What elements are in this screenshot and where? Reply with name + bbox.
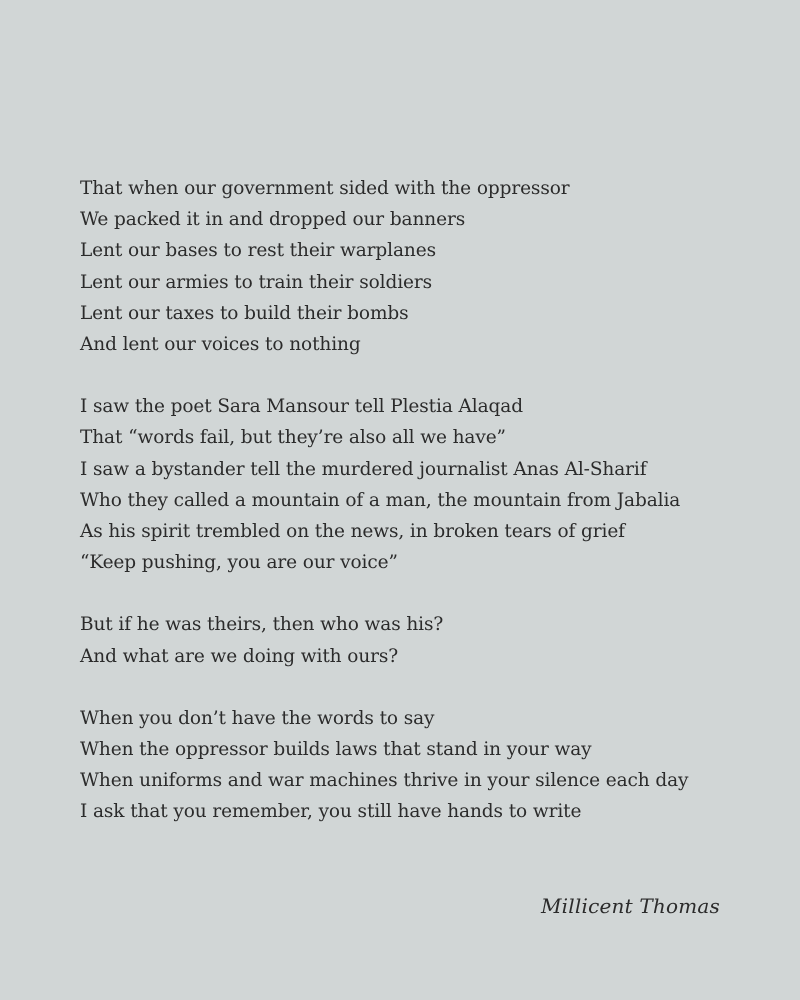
stanza-1	[80, 173, 740, 360]
poem-line: I saw the poet Sara Mansour tell Plestia Alaqad	[80, 396, 523, 418]
poem-line: I ask that you remember, you still have hands to write	[80, 801, 582, 823]
poem-line: Who they called a mountain of a man, the mountain from Jabalia	[80, 489, 681, 511]
poem-line: Lent our taxes to build their bombs	[80, 302, 409, 324]
poem-line: But if he was theirs, then who was his?	[80, 614, 444, 636]
poem-line: That “words fail, but they’re also all we have”	[80, 427, 506, 449]
poem-line: “Keep pushing, you are our voice”	[80, 552, 398, 574]
poem-line: And lent our voices to nothing	[80, 334, 361, 356]
author-signature: Millicent Thomas	[541, 894, 720, 918]
stanza-4	[80, 703, 740, 828]
poem-line: When you don’t have the words to say	[80, 707, 435, 729]
poem-line: Lent our armies to train their soldiers	[80, 271, 432, 293]
poem-line: That when our government sided with the oppressor	[80, 178, 570, 199]
poem-line: And what are we doing with ours?	[80, 645, 399, 667]
poem	[80, 173, 740, 859]
poem-line: When the oppressor builds laws that stand in your way	[80, 739, 592, 761]
poem-line: Lent our bases to rest their warplanes	[80, 240, 436, 262]
poem-line: We packed it in and dropped our banners	[80, 209, 466, 231]
poem-line: When uniforms and war machines thrive in your silence each day	[80, 770, 689, 792]
stanza-3	[80, 609, 740, 671]
stanza-2	[80, 391, 740, 578]
poem-line: As his spirit trembled on the news, in broken tears of grief	[80, 521, 625, 543]
poem-line: I saw a bystander tell the murdered journalist Anas Al-Sharif	[80, 458, 647, 480]
